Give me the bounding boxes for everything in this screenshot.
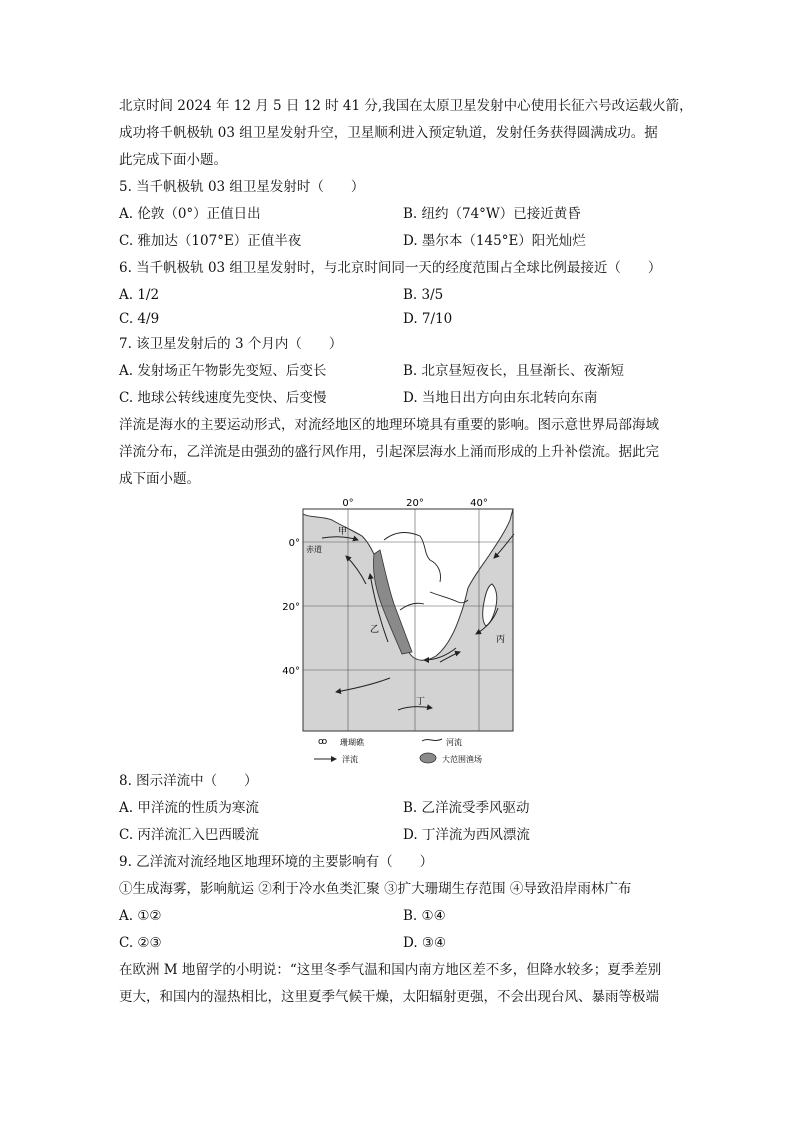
lon-label-40: 40° bbox=[470, 498, 488, 509]
q6-option-a: A. 1/2 bbox=[119, 287, 160, 303]
legend-river: 河流 bbox=[446, 738, 462, 747]
q9-items: ①生成海雾，影响航运 ②利于冷水鱼类汇聚 ③扩大珊瑚生存范围 ④导致沿岸雨林广布 bbox=[119, 881, 632, 897]
passage2-line-2: 洋流分布，乙洋流是由强劲的盛行风作用，引起深层海水上涌而形成的上升补偿流。据此完 bbox=[119, 444, 659, 460]
q5-option-a: A. 伦敦（0°）正值日出 bbox=[119, 206, 261, 222]
q6-option-d: D. 7/10 bbox=[403, 311, 453, 327]
lon-label-0: 0° bbox=[342, 498, 354, 509]
label-jia: 甲 bbox=[338, 527, 348, 537]
q8-option-d: D. 丁洋流为西风漂流 bbox=[403, 827, 530, 843]
label-yi: 乙 bbox=[370, 625, 380, 635]
legend-fishery: 大范围渔场 bbox=[442, 755, 482, 764]
river-legend-icon bbox=[422, 739, 442, 741]
q6-option-b: B. 3/5 bbox=[403, 287, 444, 303]
label-bing: 丙 bbox=[496, 635, 506, 645]
ocean-current-map bbox=[270, 492, 530, 772]
q8-option-a: A. 甲洋流的性质为寒流 bbox=[119, 800, 259, 816]
reef-icon: ꝏ bbox=[318, 737, 328, 747]
q9-option-d: D. ③④ bbox=[403, 935, 447, 951]
passage3-line-2: 更大，和国内的湿热相比，这里夏季气候干燥，太阳辐射更强，不会出现台风、暴雨等极端 bbox=[119, 989, 659, 1005]
q7-stem: 7. 该卫星发射后的 3 个月内（ ） bbox=[119, 336, 343, 352]
q5-option-c: C. 雅加达（107°E）正值半夜 bbox=[119, 233, 302, 249]
q7-option-b: B. 北京昼短夜长，且昼渐长、夜渐短 bbox=[403, 363, 625, 379]
passage2-line-3: 成下面小题。 bbox=[119, 471, 200, 487]
lat-label-40: 40° bbox=[282, 666, 300, 677]
q7-option-a: A. 发射场正午物影先变短、后变长 bbox=[119, 363, 327, 379]
passage1-line-2: 成功将千帆极轨 03 组卫星发射升空，卫星顺利进入预定轨道，发射任务获得圆满成功。据 bbox=[119, 125, 658, 141]
legend-reef: 珊瑚礁 bbox=[340, 738, 364, 747]
passage2-line-1: 洋流是海水的主要运动形式，对流经地区的地理环境具有重要的影响。图示意世界局部海域 bbox=[119, 417, 659, 433]
q5-stem: 5. 当千帆极轨 03 组卫星发射时（ ） bbox=[119, 179, 365, 195]
map-legend bbox=[314, 737, 482, 764]
q7-option-c: C. 地球公转线速度先变快、后变慢 bbox=[119, 390, 327, 406]
lat-label-0: 0° bbox=[288, 538, 300, 549]
fishery-legend-icon bbox=[420, 753, 436, 763]
lat-label-20: 20° bbox=[282, 602, 300, 613]
passage1-line-3: 此完成下面小题。 bbox=[119, 152, 227, 168]
q6-stem: 6. 当千帆极轨 03 组卫星发射时，与北京时间同一天的经度范围占全球比例最接近（ ） bbox=[119, 260, 662, 276]
passage1-line-1: 北京时间 2024 年 12 月 5 日 12 时 41 分,我国在太原卫星发射中心使用长征六号改运载火箭， bbox=[119, 98, 693, 114]
q9-stem: 9. 乙洋流对流经地区地理环境的主要影响有（ ） bbox=[119, 854, 434, 870]
label-ding: 丁 bbox=[416, 697, 426, 707]
q8-stem: 8. 图示洋流中（ ） bbox=[119, 773, 258, 789]
q5-option-d: D. 墨尔本（145°E）阳光灿烂 bbox=[403, 233, 586, 249]
q7-option-d: D. 当地日出方向由东北转向东南 bbox=[403, 390, 598, 406]
lon-label-20: 20° bbox=[406, 498, 424, 509]
label-equator: 赤道 bbox=[306, 545, 322, 554]
q5-option-b: B. 纽约（74°W）已接近黄昏 bbox=[403, 206, 581, 222]
legend-current: 洋流 bbox=[342, 755, 358, 764]
q9-option-a: A. ①② bbox=[119, 908, 162, 924]
q8-option-c: C. 丙洋流汇入巴西暖流 bbox=[119, 827, 259, 843]
q9-option-c: C. ②③ bbox=[119, 935, 162, 951]
q9-option-b: B. ①④ bbox=[403, 908, 446, 924]
passage3-line-1: 在欧洲 M 地留学的小明说：“这里冬季气温和国内南方地区差不多，但降水较多；夏季差别 bbox=[119, 962, 662, 978]
q6-option-c: C. 4/9 bbox=[119, 311, 160, 327]
q8-option-b: B. 乙洋流受季风驱动 bbox=[403, 800, 530, 816]
